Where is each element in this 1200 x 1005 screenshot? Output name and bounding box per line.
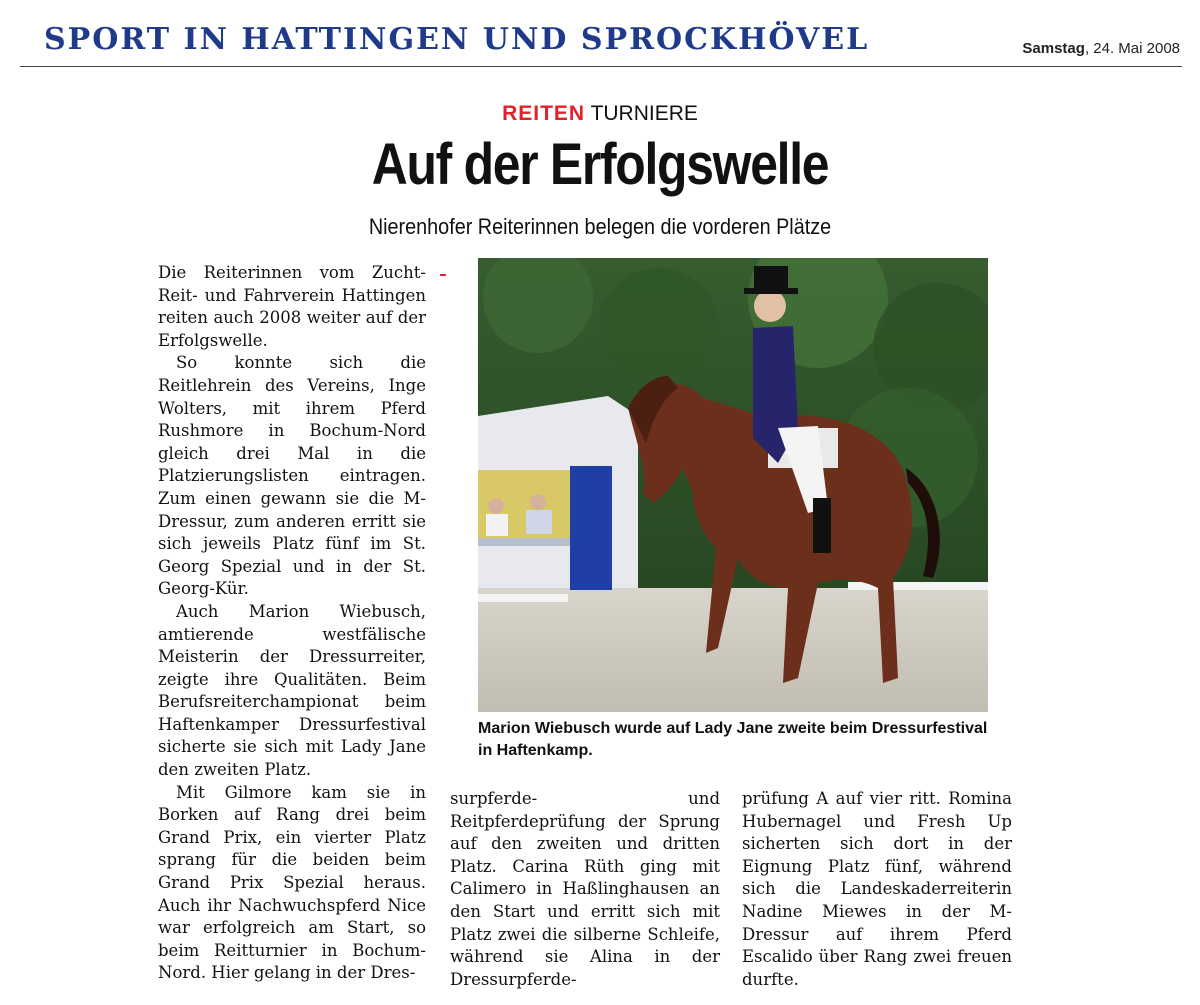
dash-mark <box>440 274 446 276</box>
masthead-title: SPORT IN HATTINGEN UND SPROCKHÖVEL <box>44 22 870 57</box>
article-photo <box>478 258 988 712</box>
headline: Auf der Erfolgswelle <box>371 132 829 197</box>
kicker-section: REITEN <box>502 102 586 125</box>
paragraph-4: Mit Gilmore kam sie in Borken auf Rang drei beim Grand Prix, ein vierter Platz sprang für die beiden beim Grand Prix Spezial heraus. Auch ihr Nachwuchspferd Nice war erfolgreich am Start, so beim Reitturnier in Bochum-Nord. Hier gelang in der Dres- <box>158 782 426 983</box>
photo-caption: Marion Wiebusch wurde auf Lady Jane zweite beim Dressurfestival in Haftenkamp. <box>478 720 988 759</box>
paragraph-3: Auch Marion Wiebusch, amtierende westfälische Meisterin der Dressurreiter, zeigte ihre Qualitäten. Beim Berufsreiterchampionat beim Haftenkamper Dressurfestival sicherte sie sich mit Lady Jane den zweiten Platz. <box>158 601 426 780</box>
paragraph-2: So konnte sich die Reitlehrein des Vereins, Inge Wolters, mit ihrem Pferd Rushmore in Bochum-Nord gleich drei Mal in die Platzierungslisten eintragen. Zum einen gewann sie die M-Dressur, zum anderen erritt sie sich jeweils Platz fünf im St. Georg Spezial und in der St. Georg-Kür. <box>158 353 426 599</box>
kicker <box>0 102 1200 126</box>
arena-sand <box>478 588 988 712</box>
judges-booth <box>478 396 638 590</box>
subheadline: Nierenhofer Reiterinnen belegen die vorderen Plätze <box>368 214 832 239</box>
article-column-2 <box>450 788 720 991</box>
masthead-rule <box>20 66 1182 67</box>
paragraph-1: Die Reiterinnen vom Zucht-Reit- und Fahrverein Hattingen reiten auch 2008 weiter auf der Erfolgswelle. <box>158 263 426 350</box>
article-column-1 <box>158 262 426 985</box>
dressage-photo-illustration <box>478 258 988 712</box>
kicker-topic: TURNIERE <box>590 102 698 125</box>
masthead-date <box>1022 40 1180 57</box>
date-rest: , 24. Mai 2008 <box>1084 40 1180 57</box>
article-column-3 <box>742 788 1012 991</box>
column-2-text: surpferde- und Reitpferdeprüfung der Sprung auf den zweiten und dritten Platz. Carina Rüth ging mit Calimero in Haßlinghausen an den Start und erritt sich mit Platz zwei die silberne Schleife, während sie Alina in der Dressurpferde- <box>450 789 720 989</box>
column-3-text: prüfung A auf vier ritt. Romina Hubernagel und Fresh Up sicherten sich dort in der Eignung Platz fünf, während sich die Landeskaderreiterin Nadine Miewes in der M-Dressur auf ihrem Pferd Escalido über Rang zwei freuen durfte. <box>742 789 1012 989</box>
date-day: Samstag <box>1022 40 1085 57</box>
